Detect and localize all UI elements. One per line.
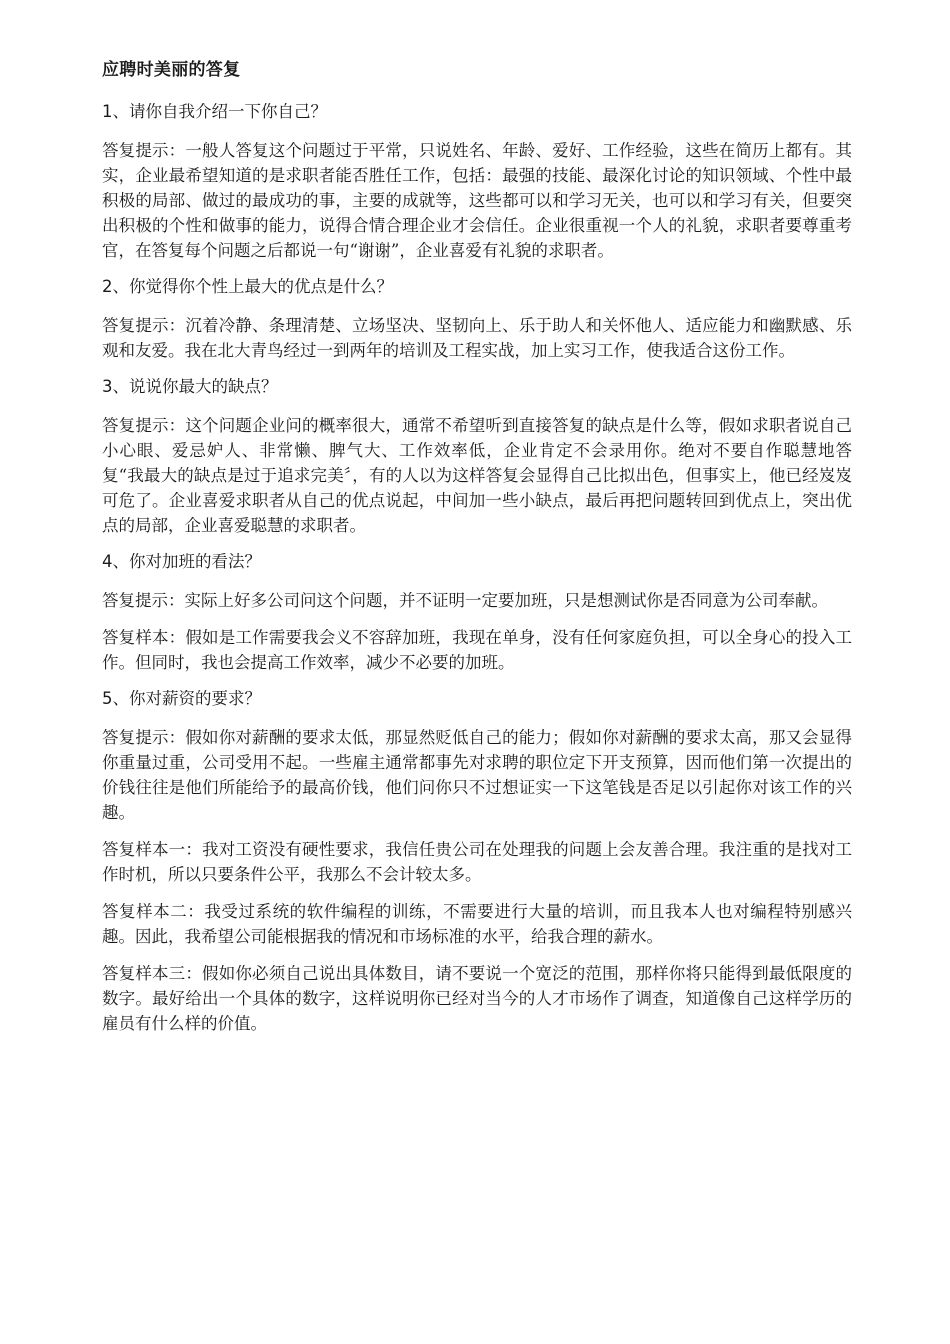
answer-hint: 答复提示：实际上好多公司问这个问题，并不证明一定要加班，只是想测试你是否同意为公司奉献。 [102, 591, 828, 610]
question-heading: 3、说说你最大的缺点？ [102, 377, 278, 396]
question-heading: 4、你对加班的看法？ [102, 552, 261, 571]
answer-sample-2: 答复样本二：我受过系统的软件编程的训练，不需要进行大量的培训，而且我本人也对编程特别感兴趣。因此，我希望公司能根据我的情况和市场标准的水平，给我合理的薪水。 [102, 902, 852, 946]
section-5 [102, 687, 852, 1036]
section-4 [102, 550, 852, 675]
section-2 [102, 275, 852, 363]
answer-hint: 答复提示：假如你对薪酬的要求太低，那显然贬低自己的能力；假如你对薪酬的要求太高，那又会显得你重量过重，公司受用不起。一些雇主通常都事先对求聘的职位定下开支预算，因而他们第一次提出的价钱往往是他们所能给予的最高价钱，他们问你只不过想证实一下这笔钱是否足以引起你对该工作的兴趣。 [102, 728, 852, 822]
question-heading: 2、你觉得你个性上最大的优点是什么？ [102, 277, 393, 296]
question-heading: 1、请你自我介绍一下你自己？ [102, 102, 327, 121]
answer-sample-1: 答复样本一：我对工资没有硬性要求，我信任贵公司在处理我的问题上会友善合理。我注重的是找对工作时机，所以只要条件公平，我那么不会计较太多。 [102, 840, 852, 884]
page-title: 应聘时美丽的答复 [102, 60, 241, 80]
answer-hint: 答复提示：沉着冷静、条理清楚、立场坚决、坚韧向上、乐于助人和关怀他人、适应能力和幽默感、乐观和友爱。我在北大青鸟经过一到两年的培训及工程实战，加上实习工作，使我适合这份工作。 [102, 316, 852, 360]
answer-hint: 答复提示：一般人答复这个问题过于平常，只说姓名、年龄、爱好、工作经验，这些在简历上都有。其实，企业最希望知道的是求职者能否胜任工作，包括：最强的技能、最深化讨论的知识领域、个性中最积极的局部、做过的最成功的事，主要的成就等，这些都可以和学习无关，也可以和学习有关，但要突出积极的个性和做事的能力，说得合情合理企业才会信任。企业很重视一个人的礼貌，求职者要尊重考官，在答复每个问题之后都说一句“谢谢”，企业喜爱有礼貌的求职者。 [102, 141, 852, 260]
document-page [102, 58, 852, 1048]
section-1 [102, 100, 852, 263]
answer-hint: 答复提示：这个问题企业问的概率很大，通常不希望听到直接答复的缺点是什么等，假如求职者说自己小心眼、爱忌妒人、非常懒、脾气大、工作效率低，企业肯定不会录用你。绝对不要自作聪慧地答复“我最大的缺点是过于追求完美〞，有的人以为这样答复会显得自己比拟出色，但事实上，他已经岌岌可危了。企业喜爱求职者从自己的优点说起，中间加一些小缺点，最后再把问题转回到优点上，突出优点的局部，企业喜爱聪慧的求职者。 [102, 416, 852, 535]
section-3 [102, 375, 852, 538]
answer-sample-3: 答复样本三：假如你必须自己说出具体数目，请不要说一个宽泛的范围，那样你将只能得到最低限度的数字。最好给出一个具体的数字，这样说明你已经对当今的人才市场作了调查，知道像自己这样学历的雇员有什么样的价值。 [102, 964, 852, 1033]
question-heading: 5、你对薪资的要求？ [102, 689, 261, 708]
answer-sample: 答复样本：假如是工作需要我会义不容辞加班，我现在单身，没有任何家庭负担，可以全身心的投入工作。但同时，我也会提高工作效率，减少不必要的加班。 [102, 628, 852, 672]
